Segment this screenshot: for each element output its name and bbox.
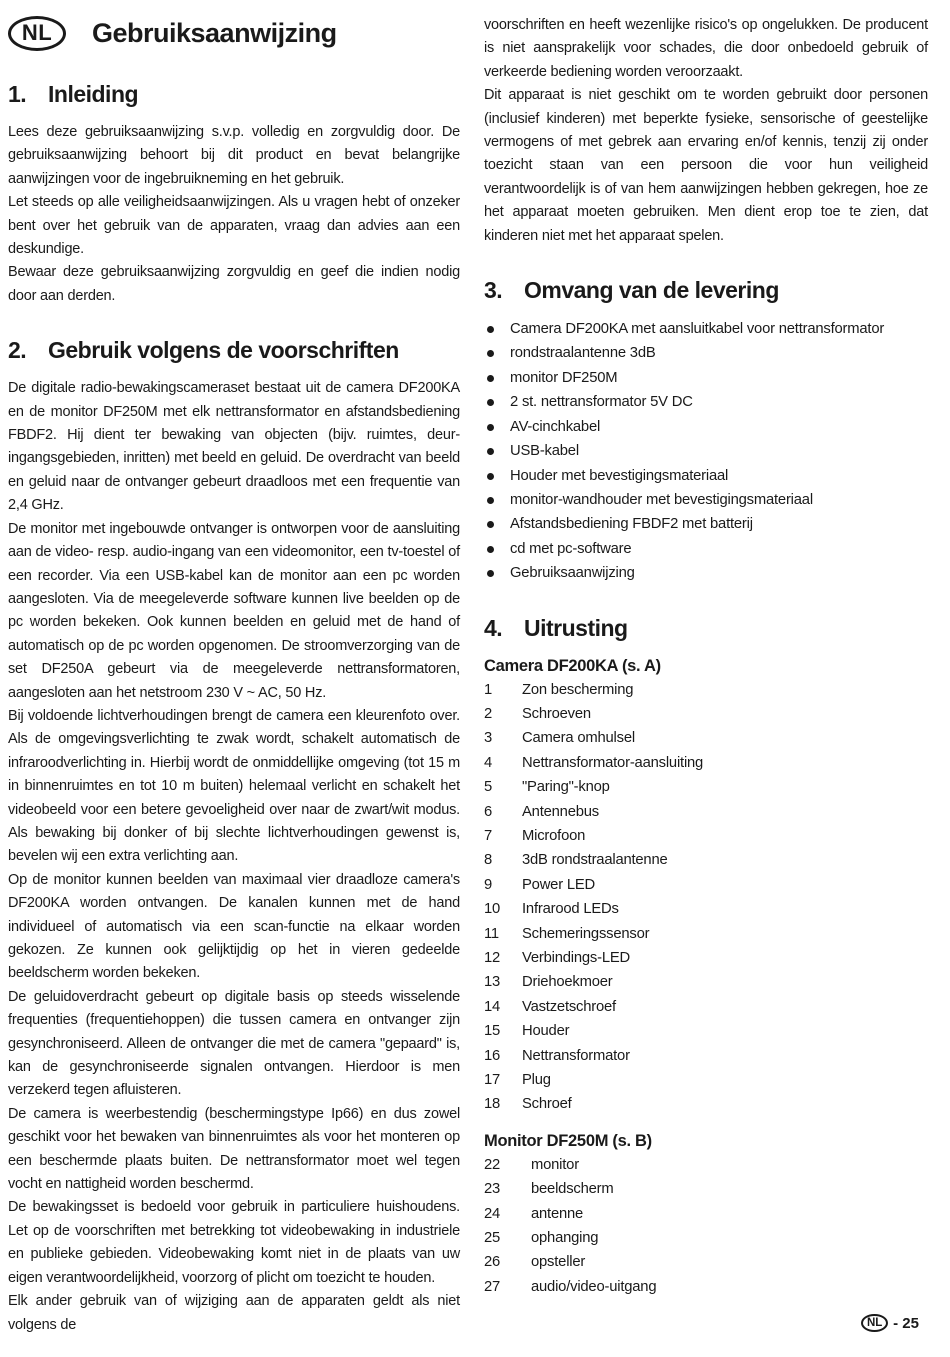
bullet-icon: [487, 473, 494, 480]
left-column: [8, 14, 460, 1337]
equipment-label: Infrarood LEDs: [522, 901, 619, 918]
equipment-row: [484, 1275, 928, 1299]
bullet-icon: [487, 546, 494, 553]
section-2-paragraph: De geluidoverdracht gebeurt op digitale basis op steeds wisselende frequenties (frequentiehoppen) die tussen camera en ontvanger zijn gesynchroniseerd. Alleen de ontvanger die met de camera "gepaard" is, kan de gesynchroniseerde signalen ontvangen. Hierdoor is men verzekerd tegen afluisteren.: [8, 988, 460, 1099]
equipment-label: Driehoekmoer: [522, 974, 613, 991]
equipment-number: 17: [484, 1072, 501, 1089]
delivery-list-item: [484, 317, 928, 341]
delivery-item-label: rondstraalantenne 3dB: [510, 345, 656, 362]
delivery-item-label: 2 st. nettransformator 5V DC: [510, 394, 693, 411]
delivery-list-item: [484, 390, 928, 414]
page-footer: [861, 1314, 919, 1332]
delivery-list-item: [484, 488, 928, 512]
section-2-paragraph: De bewakingsset is bedoeld voor gebruik in particuliere huishoudens. Let op de voorschriften met betrekking tot videobewaking in industriele en publieke gebieden. Videobewaking komt niet in de plaats van uw eigen verantwoordelijkheid, voorzorg of plicht om toezicht te houden.: [8, 1199, 460, 1286]
equipment-number: 10: [484, 901, 501, 918]
equipment-number: 6: [484, 803, 493, 820]
equipment-number: 2: [484, 705, 493, 722]
equipment-number: 26: [484, 1254, 501, 1271]
equipment-row: [484, 1177, 928, 1201]
equipment-number: 23: [484, 1181, 501, 1198]
delivery-list-item: [484, 512, 928, 536]
equipment-row: [484, 678, 928, 702]
bullet-icon: [487, 448, 494, 455]
equipment-row: [484, 897, 928, 921]
equipment-label: Schroef: [522, 1096, 572, 1113]
equipment-label: Plug: [522, 1072, 551, 1089]
monitor-subheading: Monitor DF250M (s. B): [484, 1131, 652, 1150]
equipment-number: 16: [484, 1047, 501, 1064]
bullet-icon: [487, 424, 494, 431]
nl-language-badge-icon: [861, 1314, 888, 1332]
equipment-label: Zon bescherming: [522, 681, 634, 698]
equipment-number: 7: [484, 827, 493, 844]
equipment-number: 8: [484, 852, 493, 869]
equipment-label: antenne: [531, 1205, 584, 1222]
equipment-row: [484, 1044, 928, 1068]
equipment-label: monitor: [531, 1156, 579, 1173]
equipment-label: Verbindings-LED: [522, 950, 631, 966]
equipment-row: [484, 946, 928, 970]
bullet-icon: [487, 350, 494, 357]
section-4-title: Uitrusting: [524, 614, 628, 641]
equipment-row: [484, 1092, 928, 1116]
equipment-label: Microfoon: [522, 827, 586, 844]
equipment-label: Nettransformator-aansluiting: [522, 754, 704, 771]
equipment-label: ophanging: [531, 1230, 599, 1247]
section-2-paragraph: Elk ander gebruik van of wijziging aan de apparaten geldt als niet volgens de: [8, 1293, 460, 1333]
section-1-paragraph: Bewaar deze gebruiksaanwijzing zorgvuldig en geef die indien nodig door aan derden.: [8, 264, 460, 304]
nl-badge-label: NL: [21, 20, 53, 45]
equipment-row: [484, 775, 928, 799]
section-4-number: 4.: [484, 614, 503, 641]
camera-subheading: Camera DF200KA (s. A): [484, 656, 661, 675]
section-3-number: 3.: [484, 277, 503, 304]
equipment-row: [484, 922, 928, 946]
delivery-list-item: [484, 464, 928, 488]
equipment-number: 1: [484, 681, 493, 698]
equipment-number: 15: [484, 1023, 501, 1040]
equipment-number: 22: [484, 1156, 501, 1173]
equipment-row: [484, 995, 928, 1019]
bullet-icon: [487, 326, 494, 333]
equipment-label: Nettransformator: [522, 1047, 630, 1064]
equipment-number: 18: [484, 1096, 501, 1113]
equipment-label: Houder: [522, 1023, 570, 1040]
section-2-paragraph: De camera is weerbestendig (beschermingstype Ip66) en dus zowel geschikt voor het bewaken van binnenruimtes als voor het monteren op een beschermde plaats buiten. De nettransformator moet wel tegen vocht en nattigheid worden beschermd.: [8, 1105, 460, 1193]
equipment-number: 11: [484, 925, 499, 942]
bullet-icon: [487, 497, 494, 504]
bullet-icon: [487, 570, 494, 577]
equipment-label: 3dB rondstraalantenne: [522, 852, 668, 869]
equipment-label: Schemeringssensor: [522, 925, 650, 942]
equipment-number: 14: [484, 998, 501, 1015]
equipment-row: [484, 970, 928, 994]
section-2-paragraph: De digitale radio-bewakingscameraset bestaat uit de camera DF200KA en de monitor DF250M met elk nettransformator en afstandsbediening FBDF2. Hij dient ter bewaking van objecten (bijv. ruimtes, deur- ingangsgebieden, inritten) met beeld en geluid. De overdracht van beeld en geluid naar de ontvanger gebeurt draadloos met een frequentie van 2,4 GHz.: [8, 380, 460, 514]
equipment-label: Vastzetschroef: [522, 998, 616, 1015]
bullet-icon: [487, 375, 494, 382]
section-3-title: Omvang van de levering: [524, 277, 779, 304]
bullet-icon: [487, 399, 494, 406]
section-2-number: 2.: [8, 337, 27, 364]
equipment-number: 24: [484, 1205, 501, 1222]
section-2-paragraph: Bij voldoende lichtverhoudingen brengt de camera een kleurenfoto over. Als de omgevingsverlichting te zwak wordt, schakelt automatisch de infraroodverlichting in. Hierbij wordt de onmiddellijke omgeving (tot 15 m in binnenruimtes en tot 10 m buiten) helemaal verlicht en schakelt het videobeeld voor een betere gevoeligheid over naar de zwart/wit modus. Als bewaking bij donker of bij slechte lichtverhoudingen gewenst is, bevelen wij een extra verlichting aan.: [8, 707, 460, 865]
equipment-number: 13: [484, 974, 501, 991]
section-2-paragraph-continued: voorschriften en heeft wezenlijke risico's op ongelukken. De producent is niet aansprakelijk voor schades, die door onbedoeld gebruik of verkeerde bediening worden veroorzaakt.: [484, 17, 928, 80]
nl-language-badge-icon: [8, 16, 66, 51]
equipment-row: [484, 1153, 928, 1177]
equipment-row: [484, 800, 928, 824]
equipment-row: [484, 726, 928, 750]
equipment-row: [484, 1250, 928, 1274]
equipment-row: [484, 848, 928, 872]
delivery-list-item: [484, 537, 928, 561]
equipment-label: beeldscherm: [531, 1181, 614, 1198]
equipment-label: Power LED: [522, 876, 596, 893]
delivery-item-label: monitor-wandhouder met bevestigingsmateriaal: [510, 491, 813, 508]
equipment-row: [484, 1019, 928, 1043]
section-1-paragraph: Let steeds op alle veiligheidsaanwijzingen. Als u vragen hebt of onzeker bent over het gebruik van de apparaten, vraag dan advies aan een deskundige.: [8, 194, 460, 258]
equipment-label: Schroeven: [522, 705, 591, 722]
bullet-icon: [487, 521, 494, 528]
section-2-title: Gebruik volgens de voorschriften: [48, 337, 399, 364]
page-number: - 25: [893, 1314, 919, 1332]
equipment-number: 3: [484, 730, 493, 747]
equipment-label: audio/video-uitgang: [531, 1278, 657, 1295]
delivery-item-label: Gebruiksaanwijzing: [510, 565, 635, 582]
delivery-item-label: Camera DF200KA met aansluitkabel voor nettransformator: [510, 321, 885, 338]
delivery-list-item: [484, 561, 928, 585]
delivery-item-label: Houder met bevestigingsmateriaal: [510, 467, 729, 484]
section-4-heading: [484, 613, 928, 643]
equipment-row: [484, 1068, 928, 1092]
equipment-label: Camera omhulsel: [522, 730, 635, 747]
equipment-row: [484, 702, 928, 726]
equipment-number: 5: [484, 779, 493, 796]
delivery-item-label: Afstandsbediening FBDF2 met batterij: [510, 516, 753, 533]
equipment-number: 9: [484, 876, 493, 893]
delivery-item-label: USB-kabel: [510, 443, 579, 460]
equipment-row: [484, 1226, 928, 1250]
delivery-item-label: cd met pc-software: [510, 540, 632, 557]
doc-title: Gebruiksaanwijzing: [92, 17, 337, 48]
equipment-number: 25: [484, 1230, 501, 1247]
section-1-title: Inleiding: [48, 81, 139, 107]
delivery-list-item: [484, 366, 928, 390]
section-2-paragraph: De monitor met ingebouwde ontvanger is ontworpen voor de aansluiting aan de video- resp. audio-ingang van een videomonitor, een tv-toestel of een recorder. Via een USB-kabel kan de monitor aan een pc worden aangesloten. Via de meegeleverde software kunnen live beelden op de pc worden bekeken. Ook kunnen beelden en geluid met de hand of automatisch op de pc worden opgenomen. De stroomverzorging van de set DF250A gebeurt via de meegeleverde nettransformatoren, aangesloten aan het netstroom 230 V ~ AC, 50 Hz.: [8, 520, 460, 701]
equipment-number: 27: [484, 1278, 501, 1295]
equipment-row: [484, 824, 928, 848]
delivery-item-label: AV-cinchkabel: [510, 418, 601, 435]
delivery-list-item: [484, 415, 928, 439]
equipment-label: opsteller: [531, 1254, 586, 1271]
section-1-number: 1.: [8, 81, 27, 107]
right-column: [484, 14, 928, 1337]
section-3-heading: [484, 275, 928, 305]
section-1-heading: [8, 79, 460, 109]
equipment-row: [484, 873, 928, 897]
delivery-list-item: [484, 439, 928, 463]
equipment-row: [484, 1202, 928, 1226]
two-column-layout: [8, 14, 950, 1337]
section-2-paragraph: Op de monitor kunnen beelden van maximaal vier draadloze camera's DF200KA worden ontvangen. De kanalen kunnen met de hand individueel of automatisch via een scan-functie na elkaar worden gekozen. Ze kunnen ook gelijktijdig op het in vieren gedeelde beeldscherm worden bekeken.: [8, 871, 460, 982]
section-2-paragraph-continued: Dit apparaat is niet geschikt om te worden gebruikt door personen (inclusief kinderen) met beperkte fysieke, sensorische of geestelijke vermogens of met gebrek aan ervaring en/of kennis, tenzij zij onder toezicht staan van een persoon die voor hun veiligheid verantwoordelijk is of van hem aanwijzingen hebben gekregen, hoe ze het apparaat moeten gebruiken. Men dient erop toe te zien, dat kinderen niet met het apparaat spelen.: [484, 87, 928, 244]
delivery-list-item: [484, 341, 928, 365]
delivery-item-label: monitor DF250M: [510, 369, 618, 386]
section-2-heading: [8, 335, 460, 365]
equipment-row: [484, 751, 928, 775]
footer-nl-badge-label: NL: [866, 1317, 883, 1329]
equipment-number: 4: [484, 754, 493, 771]
doc-header: [8, 14, 460, 52]
section-1-paragraph: Lees deze gebruiksaanwijzing s.v.p. volledig en zorgvuldig door. De gebruiksaanwijzing behoort bij dit product en bevat belangrijke aanwijzingen voor de ingebruikneming en het gebruik.: [8, 124, 460, 187]
equipment-label: "Paring"-knop: [522, 779, 610, 796]
equipment-label: Antennebus: [522, 803, 599, 820]
equipment-number: 12: [484, 950, 501, 966]
